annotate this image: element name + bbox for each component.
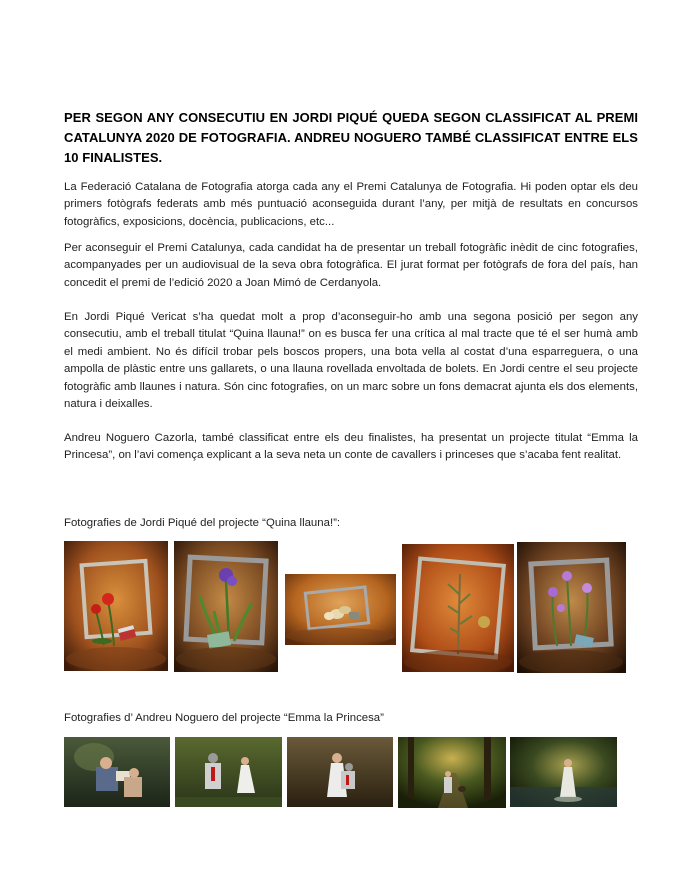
paragraph-award: Per aconseguir el Premi Catalunya, cada candidat ha de presentar un treball fotogràfic inèdit de cinc fotografies, acompanyades per un audiovisual de la seva obra fotogràfica. El jurat format per fotògrafs de fora del país, han concedit el premi de l’edició 2020 a Joan Mimó de Cerdanyola.: [64, 242, 638, 289]
article-title: PER SEGON ANY CONSECUTIU EN JORDI PIQUÉ QUEDA SEGON CLASSIFICAT AL PREMI CATALUNYA 2020 DE FOTOGRAFIA. ANDREU NOGUERO TAMBÉ CLASSIFICAT ENTRE ELS 10 FINALISTES.: [64, 110, 638, 165]
photo-knight-kneeling: [287, 737, 393, 807]
photo-grandfather-reading: [64, 737, 170, 807]
photo-princess-in-stream: [510, 737, 617, 807]
caption-andreu-gallery: Fotografies d’ Andreu Noguero del projecte “Emma la Princesa”: [64, 712, 384, 724]
photo-purple-iris-frame: [174, 541, 278, 672]
photo-dry-plant-frame: [402, 544, 514, 672]
paragraph-intro: La Federació Catalana de Fotografia atorga cada any el Premi Catalunya de Fotografia. Hi poden optar els deu primers fotògrafs federats amb més puntuació aconseguida durant l’any, per mitjà de resultats en concursos fotogràfics, exposicions, docència, publicacions, etc...: [64, 181, 638, 228]
photo-knight-and-princess: [175, 737, 282, 807]
paragraph-jordi: En Jordi Piqué Vericat s’ha quedat molt a prop d’aconseguir-ho amb una segona posició per segon any consecutiu, amb el treball titulat “Quina llauna!” on es busca fer una crítica al mal tracte que té el ser humà amb el medi ambient. No és difícil trobar pels boscos propers, una bota vella al costat d’una esparreguera, o una ampolla de plàstic entre uns gallarets, o una llauna rovellada envoltada de bolets. En Jordi centre el seu projecte fotogràfic amb llaunes i natura. Són cinc fotografies, on un marc sobre un fons demacrat ajunta els dos elements, natura i deixalles.: [64, 311, 638, 411]
photo-lilac-flowers-frame: [517, 542, 626, 673]
caption-jordi-gallery: Fotografies de Jordi Piqué del projecte “Quina llauna!”:: [64, 517, 341, 529]
photo-red-poppies-frame: [64, 541, 168, 671]
photo-mushrooms-frame: [285, 574, 396, 645]
paragraph-andreu: Andreu Noguero Cazorla, també classificat entre els deu finalistes, ha presentat un projecte titulat “Emma la Princesa”, on l’avi comença explicant a la seva neta un conte de cavallers i princeses que s’acaba fent realitat.: [64, 432, 638, 462]
photo-forest-path: [398, 737, 506, 808]
